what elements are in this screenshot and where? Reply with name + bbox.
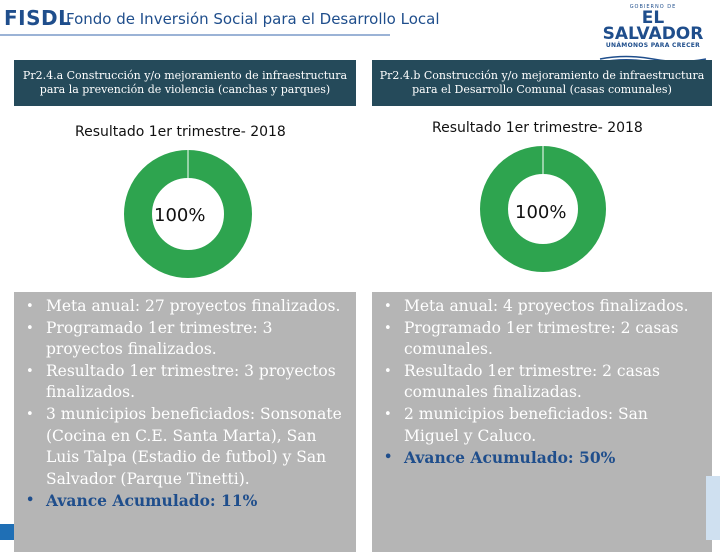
left-bullet-box <box>14 292 356 552</box>
list-item: • 3 municipios beneficiados: Sonsonate (Cocina en C.E. Santa Marta), San Luis Talpa (Estadio de futbol) y San Salvador (Parque Tinetti). <box>38 404 350 490</box>
fisdl-subtitle: Fondo de Inversión Social para el Desarrollo Local <box>66 10 440 28</box>
list-item: • Programado 1er trimestre: 3 proyectos finalizados. <box>38 318 350 361</box>
fisdl-logo: FISDL <box>4 6 72 30</box>
gov-logo <box>590 2 716 54</box>
left-bullet-list <box>38 296 350 512</box>
right-bullet-box <box>372 292 712 552</box>
list-item: • 2 municipios beneficiados: San Miguel y Caluco. <box>396 404 706 447</box>
list-item: • Programado 1er trimestre: 2 casas comunales. <box>396 318 706 361</box>
list-item: • Resultado 1er trimestre: 3 proyectos finalizados. <box>38 361 350 404</box>
gov-name: EL SALVADOR <box>602 8 704 44</box>
header <box>0 0 720 58</box>
list-item: • Meta anual: 4 proyectos finalizados. <box>396 296 706 318</box>
right-bullet-list <box>396 296 706 469</box>
left-chart-title: Resultado 1er trimestre- 2018 <box>75 124 286 140</box>
list-item: • Resultado 1er trimestre: 2 casas comunales finalizadas. <box>396 361 706 404</box>
header-rule <box>0 34 390 36</box>
right-section-title: Pr2.4.b Construcción y/o mejoramiento de infraestructura para el Desarrollo Comunal (casas comunales) <box>372 60 712 106</box>
right-chart-title: Resultado 1er trimestre- 2018 <box>432 120 643 136</box>
left-section-title: Pr2.4.a Construcción y/o mejoramiento de infraestructura para la prevención de violencia (canchas y parques) <box>14 60 356 106</box>
bottom-decoration-right <box>706 476 720 540</box>
right-data-label: 100% <box>515 202 567 223</box>
left-data-label: 100% <box>154 205 206 226</box>
gov-small-text: GOBIERNO DE <box>629 4 677 10</box>
list-item: • Avance Acumulado: 11% <box>38 490 350 512</box>
gov-tagline: UNÁMONOS PARA CRECER <box>605 42 701 49</box>
list-item: • Avance Acumulado: 50% <box>396 447 706 469</box>
list-item: • Meta anual: 27 proyectos finalizados. <box>38 296 350 318</box>
bottom-decoration-left <box>0 524 14 540</box>
